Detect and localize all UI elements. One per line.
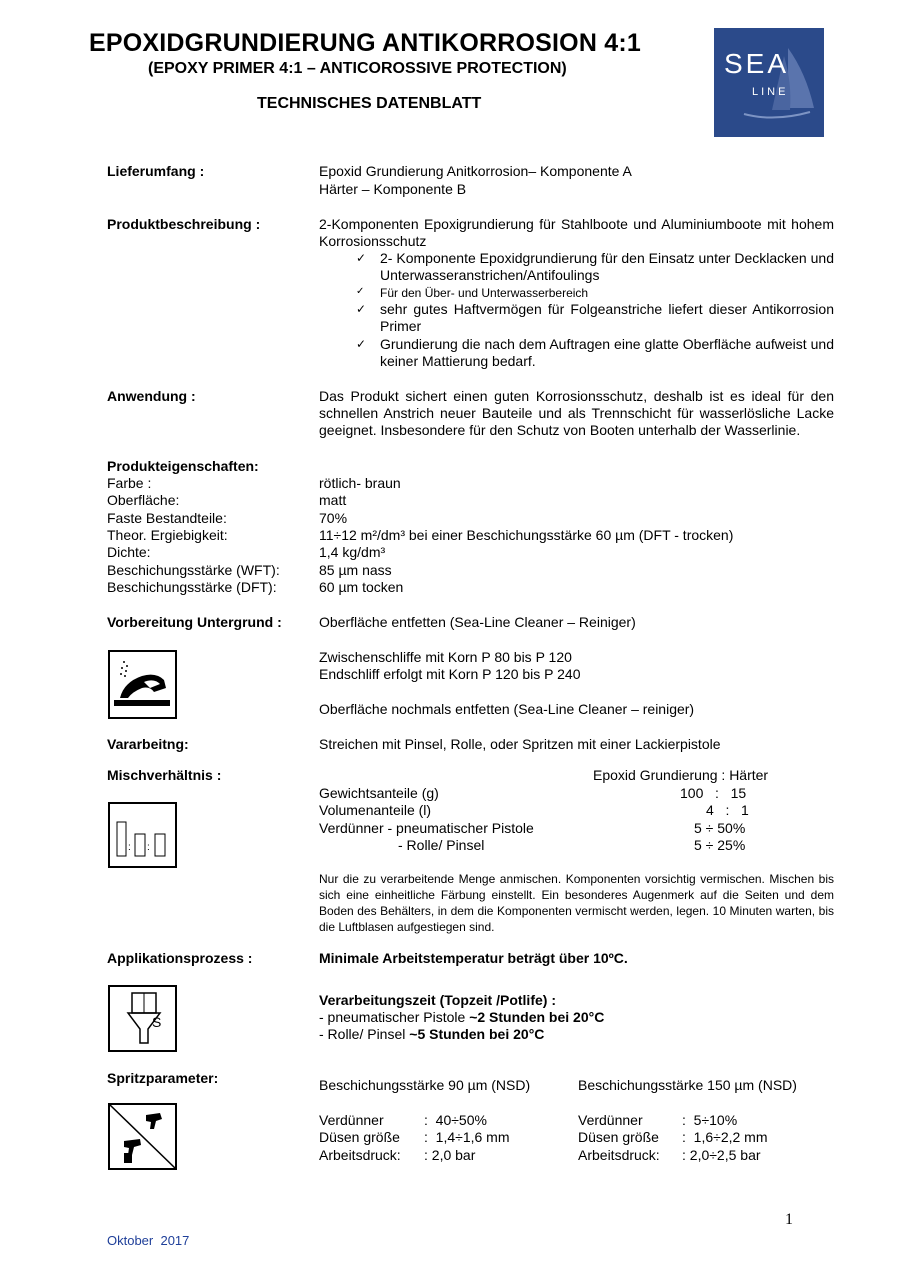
potlife-line-1 — [319, 1009, 604, 1026]
potlife-line-2-prefix: - Rolle/ Pinsel — [319, 1026, 410, 1042]
logo-word-line: LINE — [752, 86, 789, 98]
property-value: matt — [319, 492, 347, 508]
mix-row-value: 100 : 15 — [680, 785, 747, 801]
checkmark-icon: ✓ — [356, 286, 365, 297]
bullet-item: Grundierung die nach dem Auftragen eine glatte Oberfläche aufweist und keiner Mattierung bedarf. — [380, 336, 834, 369]
lieferumfang-line-2: Härter – Komponente B — [319, 181, 467, 197]
verarbeitung-text: Streichen mit Pinsel, Rolle, oder Spritzen mit einer Lackierpistole — [319, 736, 721, 752]
spray-col1-value: : 1,4÷1,6 mm — [424, 1129, 510, 1145]
spray-col1-key: Verdünner — [319, 1112, 384, 1128]
mischverhaeltnis-label: Mischverhältnis : — [107, 767, 222, 783]
min-temp-text: Minimale Arbeitstemperatur beträgt über 10ºC. — [319, 950, 628, 966]
potlife-line-2 — [319, 1026, 544, 1043]
checkmark-icon: ✓ — [356, 302, 367, 316]
document-title: EPOXIDGRUNDIERUNG ANTIKORROSION 4:1 — [89, 29, 641, 57]
property-key: Beschichungsstärke (WFT): — [107, 562, 280, 578]
lieferumfang-label: Lieferumfang : — [107, 163, 205, 179]
mix-row-key: Verdünner - pneumatischer Pistole — [319, 820, 534, 836]
property-key: Oberfläche: — [107, 492, 180, 508]
vorbereitung-line-2: Zwischenschliffe mit Korn P 80 bis P 120 — [319, 649, 572, 665]
checkmark-icon: ✓ — [356, 251, 367, 265]
sanding-hand-icon — [108, 650, 177, 719]
mix-row-key: Gewichtsanteile (g) — [319, 785, 439, 801]
spray-col2-value: : 5÷10% — [682, 1112, 738, 1128]
checkmark-icon: ✓ — [356, 337, 367, 351]
property-value: 60 µm tocken — [319, 579, 404, 595]
property-key: Theor. Ergiebigkeit: — [107, 527, 228, 543]
footer-date: Oktober 2017 — [107, 1233, 190, 1248]
mix-row-key: - Rolle/ Pinsel — [398, 837, 485, 853]
anwendung-label: Anwendung : — [107, 388, 196, 404]
applikation-label: Applikationsprozess : — [107, 950, 253, 966]
spray-col2-value: : 2,0÷2,5 bar — [682, 1147, 761, 1163]
mix-note: Nur die zu verarbeitende Menge anmischen. Komponenten vorsichtig vermischen. Mischen bis sich eine einheitliche Färbung einstellt. Ein besonderes Augenmerk auf die Seiten und dem Boden des Behälters, in dem die Komponenten vermischt werden, legen. 10 Minuten warten, bis die Luftblasen aufgestiegen sind. — [319, 872, 834, 934]
vorbereitung-line-3: Endschliff erfolgt mit Korn P 120 bis P 240 — [319, 666, 581, 682]
spritzparameter-label: Spritzparameter: — [107, 1070, 219, 1086]
no-spray-icon — [108, 1103, 177, 1170]
property-key: Dichte: — [107, 544, 151, 560]
mix-row-value: 5 ÷ 50% — [694, 820, 746, 836]
vorbereitung-line-4: Oberfläche nochmals entfetten (Sea-Line Cleaner – reiniger) — [319, 701, 695, 717]
spray-col2-head: Beschichungsstärke 150 µm (NSD) — [578, 1077, 797, 1093]
anwendung-text: Das Produkt sichert einen guten Korrosionsschutz, deshalb ist es ideal für den schnellen Anstrich neuer Bauteile und als Trennschicht für wasserlösliche Lacke geeignet. Insbesondere für den Schutz von Booten unterhalb der Wasserlinie. — [319, 388, 834, 438]
produktbeschreibung-intro: 2-Komponenten Epoxigrundierung für Stahlboote und Aluminiumboote mit hohem Korrosionsschutz — [319, 216, 834, 249]
svg-text::: : — [147, 842, 150, 853]
mix-row-value: 5 ÷ 25% — [694, 837, 746, 853]
lieferumfang-line-1: Epoxid Grundierung Anitkorrosion– Komponente A — [319, 163, 632, 179]
spray-col2-value: : 1,6÷2,2 mm — [682, 1129, 768, 1145]
bullet-item: sehr gutes Haftvermögen für Folgeanstriche liefert dieser Antikorrosion Primer — [380, 301, 834, 334]
verarbeitung-label: Vararbeitng: — [107, 736, 189, 752]
produkteigenschaften-label: Produkteigenschaften: — [107, 458, 259, 474]
mix-row-key: Volumenanteile (l) — [319, 802, 432, 818]
property-value: 70% — [319, 510, 348, 526]
spray-col2-key: Verdünner — [578, 1112, 643, 1128]
vorbereitung-label: Vorbereitung Untergrund : — [107, 614, 282, 630]
doc-type-heading: TECHNISCHES DATENBLATT — [257, 95, 482, 112]
spray-col1-key: Düsen größe — [319, 1129, 400, 1145]
spray-col2-key: Arbeitsdruck: — [578, 1147, 660, 1163]
mix-row-value: 4 : 1 — [706, 802, 749, 818]
property-value: rötlich- braun — [319, 475, 401, 491]
logo-word-sea: SEA — [724, 48, 790, 79]
spray-col1-value: : 40÷50% — [424, 1112, 487, 1128]
sea-line-logo — [714, 28, 824, 137]
spray-col1-head: Beschichungsstärke 90 µm (NSD) — [319, 1077, 531, 1093]
mixing-ratio-icon — [108, 802, 177, 868]
property-key: Beschichungsstärke (DFT): — [107, 579, 277, 595]
page-number: 1 — [785, 1211, 793, 1228]
bullet-item: 2- Komponente Epoxidgrundierung für den Einsatz unter Decklacken und Unterwasseranstrichen/Antifoulings — [380, 250, 834, 283]
property-value: 1,4 kg/dm³ — [319, 544, 386, 560]
spray-col1-key: Arbeitsdruck: — [319, 1147, 401, 1163]
svg-text::: : — [128, 842, 131, 853]
potlife-line-1-prefix: - pneumatischer Pistole — [319, 1009, 470, 1025]
property-value: 85 µm nass — [319, 562, 392, 578]
document-subtitle: (EPOXY PRIMER 4:1 – ANTICOROSSIVE PROTECTION) — [148, 60, 567, 77]
property-value: 11÷12 m²/dm³ bei einer Beschichungsstärke 60 µm (DFT - trocken) — [319, 527, 734, 543]
property-key: Faste Bestandteile: — [107, 510, 227, 526]
bullet-item: Für den Über- und Unterwasserbereich — [380, 286, 589, 300]
produktbeschreibung-label: Produktbeschreibung : — [107, 216, 261, 232]
potlife-line-1-value: ~2 Stunden bei 20°C — [469, 1009, 605, 1025]
potlife-line-2-value: ~5 Stunden bei 20°C — [409, 1026, 545, 1042]
spray-col2-key: Düsen größe — [578, 1129, 659, 1145]
vorbereitung-line-1: Oberfläche entfetten (Sea-Line Cleaner – Reiniger) — [319, 614, 636, 630]
svg-text:S: S — [152, 1014, 162, 1030]
potlife-title: Verarbeitungszeit (Topzeit /Potlife) : — [319, 992, 556, 1008]
property-key: Farbe : — [107, 475, 152, 491]
sailboat-icon — [714, 28, 824, 137]
spray-col1-value: : 2,0 bar — [424, 1147, 476, 1163]
spray-gun-cup-icon — [108, 985, 177, 1052]
mischverhaeltnis-header: Epoxid Grundierung : Härter — [593, 767, 769, 783]
